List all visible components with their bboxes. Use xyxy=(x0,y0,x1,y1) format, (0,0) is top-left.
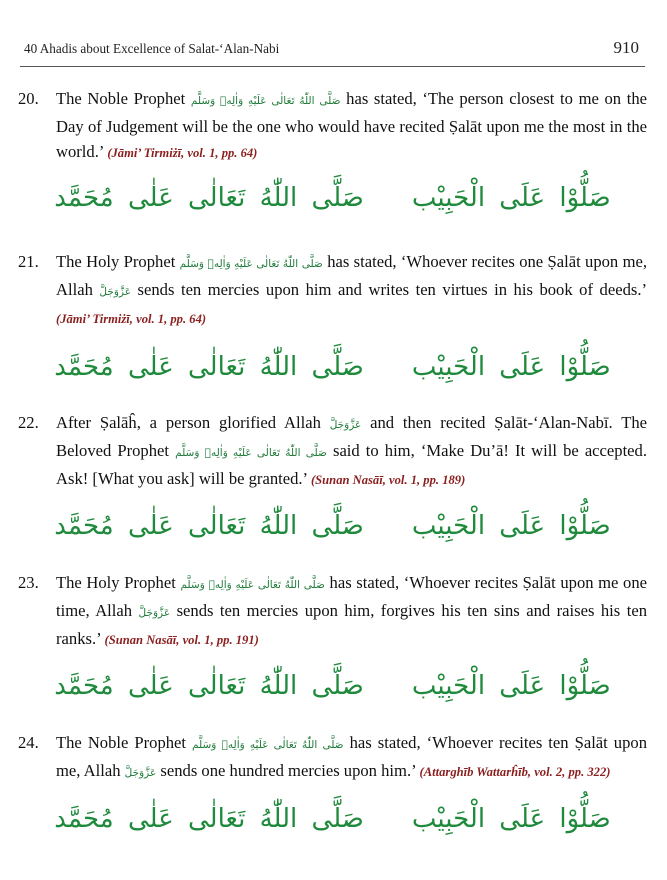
hadith-text xyxy=(18,730,647,786)
durood-line xyxy=(18,511,647,541)
text-segment: has stated, ‘Whoever recites ten Ṣalāt upon me, Allah xyxy=(56,733,647,780)
durood-left: صَلَّى اللّٰهُ تَعَالٰى عَلٰى مُحَمَّد xyxy=(54,511,364,541)
hadith-list xyxy=(18,86,647,834)
text-segment: has stated, ‘Whoever recites Ṣalāt upon me one time, Allah xyxy=(56,573,647,620)
hadith-number: 24. xyxy=(18,733,39,752)
durood-right: صَلُّوْا عَلَى الْحَبِيْب xyxy=(411,804,611,834)
durood-line xyxy=(18,671,647,701)
text-segment: The Noble Prophet xyxy=(56,89,191,108)
text-segment: The Holy Prophet xyxy=(56,252,180,271)
text-segment: said to him, ‘Make Du’ā! It will be accepted. Ask! [What you ask] will be granted.’ xyxy=(56,441,647,488)
header-rule xyxy=(20,66,645,67)
text-segment: After Ṣalāĥ, a person glorified Allah xyxy=(56,413,330,432)
reference: (Sunan Nasāī, vol. 1, pp. 191) xyxy=(104,633,259,647)
page-number: 910 xyxy=(613,38,639,57)
durood-left: صَلَّى اللّٰهُ تَعَالٰى عَلٰى مُحَمَّد xyxy=(54,804,364,834)
hadith-number: 21. xyxy=(18,252,39,271)
prophet-honorific: صَلَّى اللّٰهُ تَعَالٰى عَلَيْهِ وَاٰلِهٖ وَسَلَّم xyxy=(180,579,325,591)
text-segment: The Noble Prophet xyxy=(56,733,193,752)
durood-left: صَلَّى اللّٰهُ تَعَالٰى عَلٰى مُحَمَّد xyxy=(54,183,364,213)
text-segment: and then recited Ṣalāt-‘Alan-Nabī. The Beloved Prophet xyxy=(56,413,648,460)
hadith-number: 23. xyxy=(18,573,39,592)
durood-right: صَلُّوْا عَلَى الْحَبِيْب xyxy=(411,352,611,382)
text-segment: sends one hundred mercies upon him.’ xyxy=(156,761,420,780)
reference: (Attarghīb Wattarĥīb, vol. 2, pp. 322) xyxy=(419,765,611,779)
text-segment: has stated, ‘The person closest to me on the Day of Judgement will be the one who would have recited Ṣalāt upon me the most in the world.’ xyxy=(56,89,647,161)
hadith-item xyxy=(18,410,647,570)
running-head: 40 Ahadis about Excellence of Salat-‘Alan-Nabi xyxy=(24,41,280,56)
prophet-honorific: صَلَّى اللّٰهُ تَعَالٰى عَلَيْهِ وَاٰلِهٖ وَسَلَّم xyxy=(190,95,341,107)
hadith-text xyxy=(18,249,647,332)
prophet-honorific: صَلَّى اللّٰهُ تَعَالٰى عَلَيْهِ وَاٰلِهٖ وَسَلَّم xyxy=(179,258,323,270)
durood-line xyxy=(18,352,647,382)
reference: (Jāmi’ Tirmiżī, vol. 1, pp. 64) xyxy=(107,146,258,160)
durood-line xyxy=(18,183,647,213)
hadith-item xyxy=(18,730,647,834)
hadith-text xyxy=(18,570,647,653)
allah-honorific: عَزَّوَجَلَّ xyxy=(124,767,157,779)
text-segment: sends ten mercies upon him, forgives his ten sins and raises his ten ranks.’ xyxy=(56,601,647,648)
durood-right: صَلُّوْا عَلَى الْحَبِيْب xyxy=(411,511,611,541)
hadith-item xyxy=(18,249,647,410)
allah-honorific: عَزَّوَجَلَّ xyxy=(99,286,131,298)
hadith-text xyxy=(18,86,647,166)
allah-honorific: عَزَّوَجَلَّ xyxy=(329,419,362,431)
hadith-text xyxy=(18,410,647,493)
hadith-number: 20. xyxy=(18,89,39,108)
text-segment: The Holy Prophet xyxy=(56,573,181,592)
prophet-honorific: صَلَّى اللّٰهُ تَعَالٰى عَلَيْهِ وَاٰلِهٖ وَسَلَّم xyxy=(175,447,327,459)
allah-honorific: عَزَّوَجَلَّ xyxy=(138,607,171,619)
hadith-item xyxy=(18,86,647,249)
prophet-honorific: صَلَّى اللّٰهُ تَعَالٰى عَلَيْهِ وَاٰلِهٖ وَسَلَّم xyxy=(192,739,344,751)
hadith-number: 22. xyxy=(18,413,39,432)
reference: (Sunan Nasāī, vol. 1, pp. 189) xyxy=(310,473,466,487)
hadith-item xyxy=(18,570,647,730)
durood-left: صَلَّى اللّٰهُ تَعَالٰى عَلٰى مُحَمَّد xyxy=(54,671,364,701)
text-segment: sends ten mercies upon him and writes ten virtues in his book of deeds.’ xyxy=(131,280,648,299)
reference: (Jāmi’ Tirmiżī, vol. 1, pp. 64) xyxy=(56,312,207,326)
text-segment: has stated, ‘Whoever recites one Ṣalāt upon me, Allah xyxy=(56,252,647,299)
durood-right: صَلُّوْا عَلَى الْحَبِيْب xyxy=(411,671,611,701)
durood-right: صَلُّوْا عَلَى الْحَبِيْب xyxy=(411,183,611,213)
durood-line xyxy=(18,804,647,834)
page-header xyxy=(20,0,645,66)
durood-left: صَلَّى اللّٰهُ تَعَالٰى عَلٰى مُحَمَّد xyxy=(54,352,364,382)
